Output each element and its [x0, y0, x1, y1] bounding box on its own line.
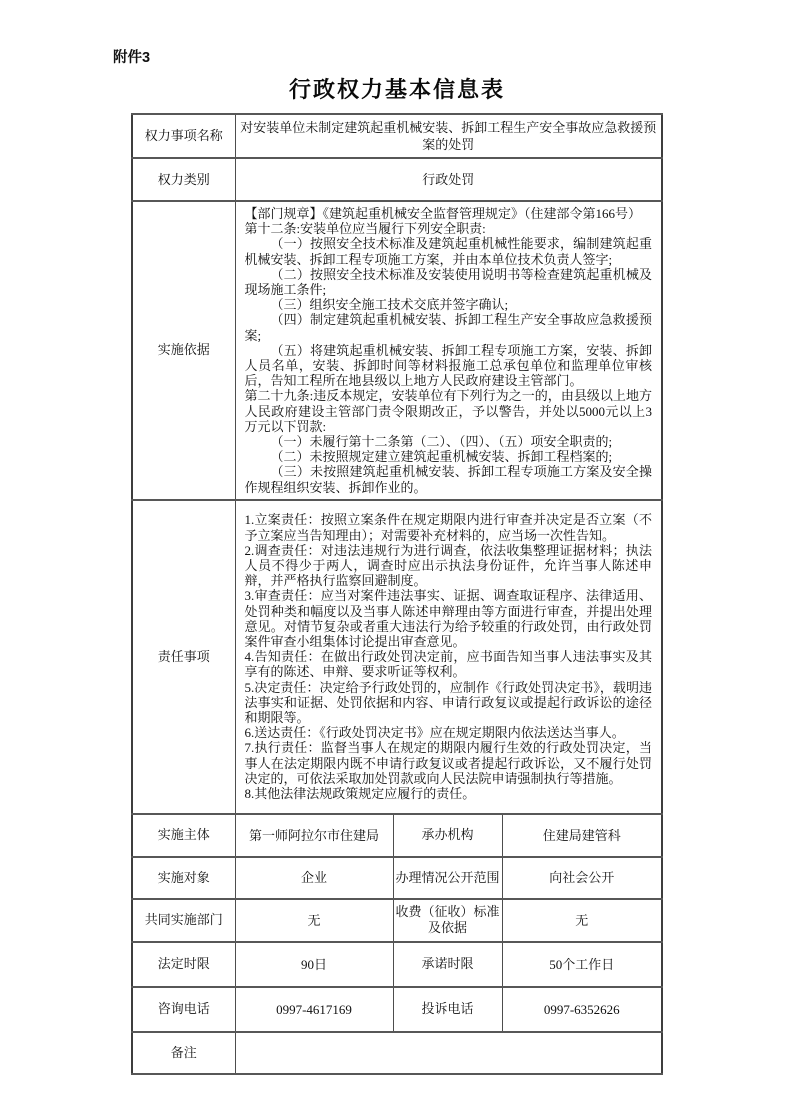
row-remarks: [132, 1032, 662, 1074]
legal-basis-content: [235, 201, 662, 500]
implementation-target-value: 企业: [235, 857, 393, 899]
row-responsibility-items: [132, 500, 662, 814]
statutory-time-limit-value: 90日: [235, 942, 393, 987]
consultation-phone-label: 咨询电话: [132, 987, 235, 1032]
fee-standard-label: 收费（征收）标准及依据: [393, 899, 502, 942]
joint-departments-label: 共同实施部门: [132, 899, 235, 942]
attachment-label: 附件3: [113, 50, 151, 66]
row-implementation-target: [132, 857, 662, 899]
responsibility-item: 2.调查责任：对违法违规行为进行调查，依法收集整理证据材料；执法人员不得少于两人，调查时应出示执法身份证件，允许当事人陈述申辩，并严格执行监察回避制度。: [244, 542, 652, 589]
disclosure-scope-label: 办理情况公开范围: [393, 857, 502, 899]
remarks-label: 备注: [132, 1032, 235, 1074]
power-category-value: 行政处罚: [235, 158, 662, 201]
legal-basis-paragraph: 第二十九条:违反本规定，安装单位有下列行为之一的，由县级以上地方人民政府建设主管部门责令限期改正，予以警告，并处以5000元以上3万元以下罚款:: [244, 388, 652, 434]
legal-basis-paragraph: 【部门规章】《建筑起重机械安全监督管理规定》（住建部令第166号）: [244, 206, 642, 221]
remarks-value: [235, 1032, 662, 1074]
row-phone-numbers: [132, 987, 662, 1032]
legal-basis-paragraph: （五）将建筑起重机械安装、拆卸工程专项施工方案，安装、拆卸人员名单，安装、拆卸时间等材料报施工总承包单位和监理单位审核后，告知工程所在地县级以上地方人民政府建设主管部门。: [244, 342, 652, 389]
row-statutory-time-limit: [132, 942, 662, 987]
implementation-target-label: 实施对象: [132, 857, 235, 899]
statutory-time-limit-label: 法定时限: [132, 942, 235, 987]
responsibility-item: 7.执行责任：监督当事人在规定的期限内履行生效的行政处罚决定，当事人在法定期限内既不申请行政复议或者提起行政诉讼，又不履行处罚决定的，可依法采取加处罚款或向人民法院申请强制执行等措施。: [244, 740, 652, 786]
joint-departments-value: 无: [235, 899, 393, 942]
undertaking-agency-label: 承办机构: [393, 814, 502, 857]
fee-standard-value: 无: [502, 899, 662, 942]
row-power-item-name: [132, 114, 662, 158]
row-legal-basis: [132, 201, 662, 500]
responsibility-item: 3.审查责任：应当对案件违法事实、证据、调查取证程序、法律适用、处罚种类和幅度以及当事人陈述申辩理由等方面进行审查，并提出处理意见。对情节复杂或者重大违法行为给予较重的行政处罚，由行政处罚案件审查小组集体讨论提出审查意见。: [244, 588, 652, 650]
power-category-label: 权力类别: [132, 158, 235, 201]
info-table-body: [132, 114, 662, 1074]
promised-time-limit-label: 承诺时限: [393, 942, 502, 987]
disclosure-scope-value: 向社会公开: [502, 857, 662, 899]
legal-basis-paragraph: （一）未履行第十二条第（二）、（四）、（五）项安全职责的;: [270, 434, 613, 450]
responsibility-item: 1.立案责任：按照立案条件在规定期限内进行审查并决定是否立案（不予立案应当告知理由）；对需要补充材料的，应当场一次性告知。: [244, 512, 652, 543]
responsibility-item: 8.其他法律法规政策规定应履行的责任。: [244, 786, 476, 802]
power-item-name-label: 权力事项名称: [132, 114, 235, 158]
legal-basis-paragraph: （三）未按照建筑起重机械安装、拆卸工程专项施工方案及安全操作规程组织安装、拆卸作业的。: [244, 464, 652, 495]
consultation-phone-value: 0997-4617169: [235, 987, 393, 1032]
page-title: 行政权力基本信息表: [288, 77, 505, 102]
legal-basis-label: 实施依据: [132, 201, 235, 500]
row-power-category: [132, 158, 662, 201]
complaint-phone-label: 投诉电话: [393, 987, 502, 1032]
implementing-subject-value: 第一师阿拉尔市住建局: [235, 814, 393, 857]
responsibility-item: 6.送达责任：《行政处罚决定书》应在规定期限内依法送达当事人。: [244, 725, 625, 741]
row-implementing-subject: [132, 814, 662, 857]
legal-basis-paragraph: （四）制定建筑起重机械安装、拆卸工程生产安全事故应急救援预案;: [244, 312, 652, 343]
implementing-subject-label: 实施主体: [132, 814, 235, 857]
legal-basis-paragraph: （二）按照安全技术标准及安装使用说明书等检查建筑起重机械及现场施工条件;: [244, 266, 652, 298]
responsibility-item: 4.告知责任：在做出行政处罚决定前，应书面告知当事人违法事实及其享有的陈述、申辩、要求听证等权利。: [244, 649, 652, 680]
complaint-phone-value: 0997-6352626: [502, 987, 662, 1032]
power-item-name-value: 对安装单位未制定建筑起重机械安装、拆卸工程生产安全事故应急救援预案的处罚: [235, 114, 662, 158]
promised-time-limit-value: 50个工作日: [502, 942, 662, 987]
undertaking-agency-value: 住建局建管科: [502, 814, 662, 857]
responsibility-item: 5.决定责任：决定给予行政处罚的，应制作《行政处罚决定书》，载明违法事实和证据、处罚依据和内容、申请行政复议或提起行政诉讼的途径和期限等。: [244, 679, 652, 726]
row-joint-departments: [132, 899, 662, 942]
responsibility-items-label: 责任事项: [132, 500, 235, 814]
responsibility-items-content: [235, 500, 662, 814]
legal-basis-paragraph: （一）按照安全技术标准及建筑起重机械性能要求，编制建筑起重机械安装、拆卸工程专项施工方案，并由本单位技术负责人签字;: [244, 236, 652, 267]
legal-basis-paragraph: （三）组织安全施工技术交底并签字确认;: [270, 297, 509, 313]
info-table: [131, 113, 663, 1075]
legal-basis-paragraph: 第十二条:安装单位应当履行下列安全职责:: [244, 221, 486, 237]
legal-basis-paragraph: （二）未按照规定建立建筑起重机械安装、拆卸工程档案的;: [270, 449, 613, 465]
